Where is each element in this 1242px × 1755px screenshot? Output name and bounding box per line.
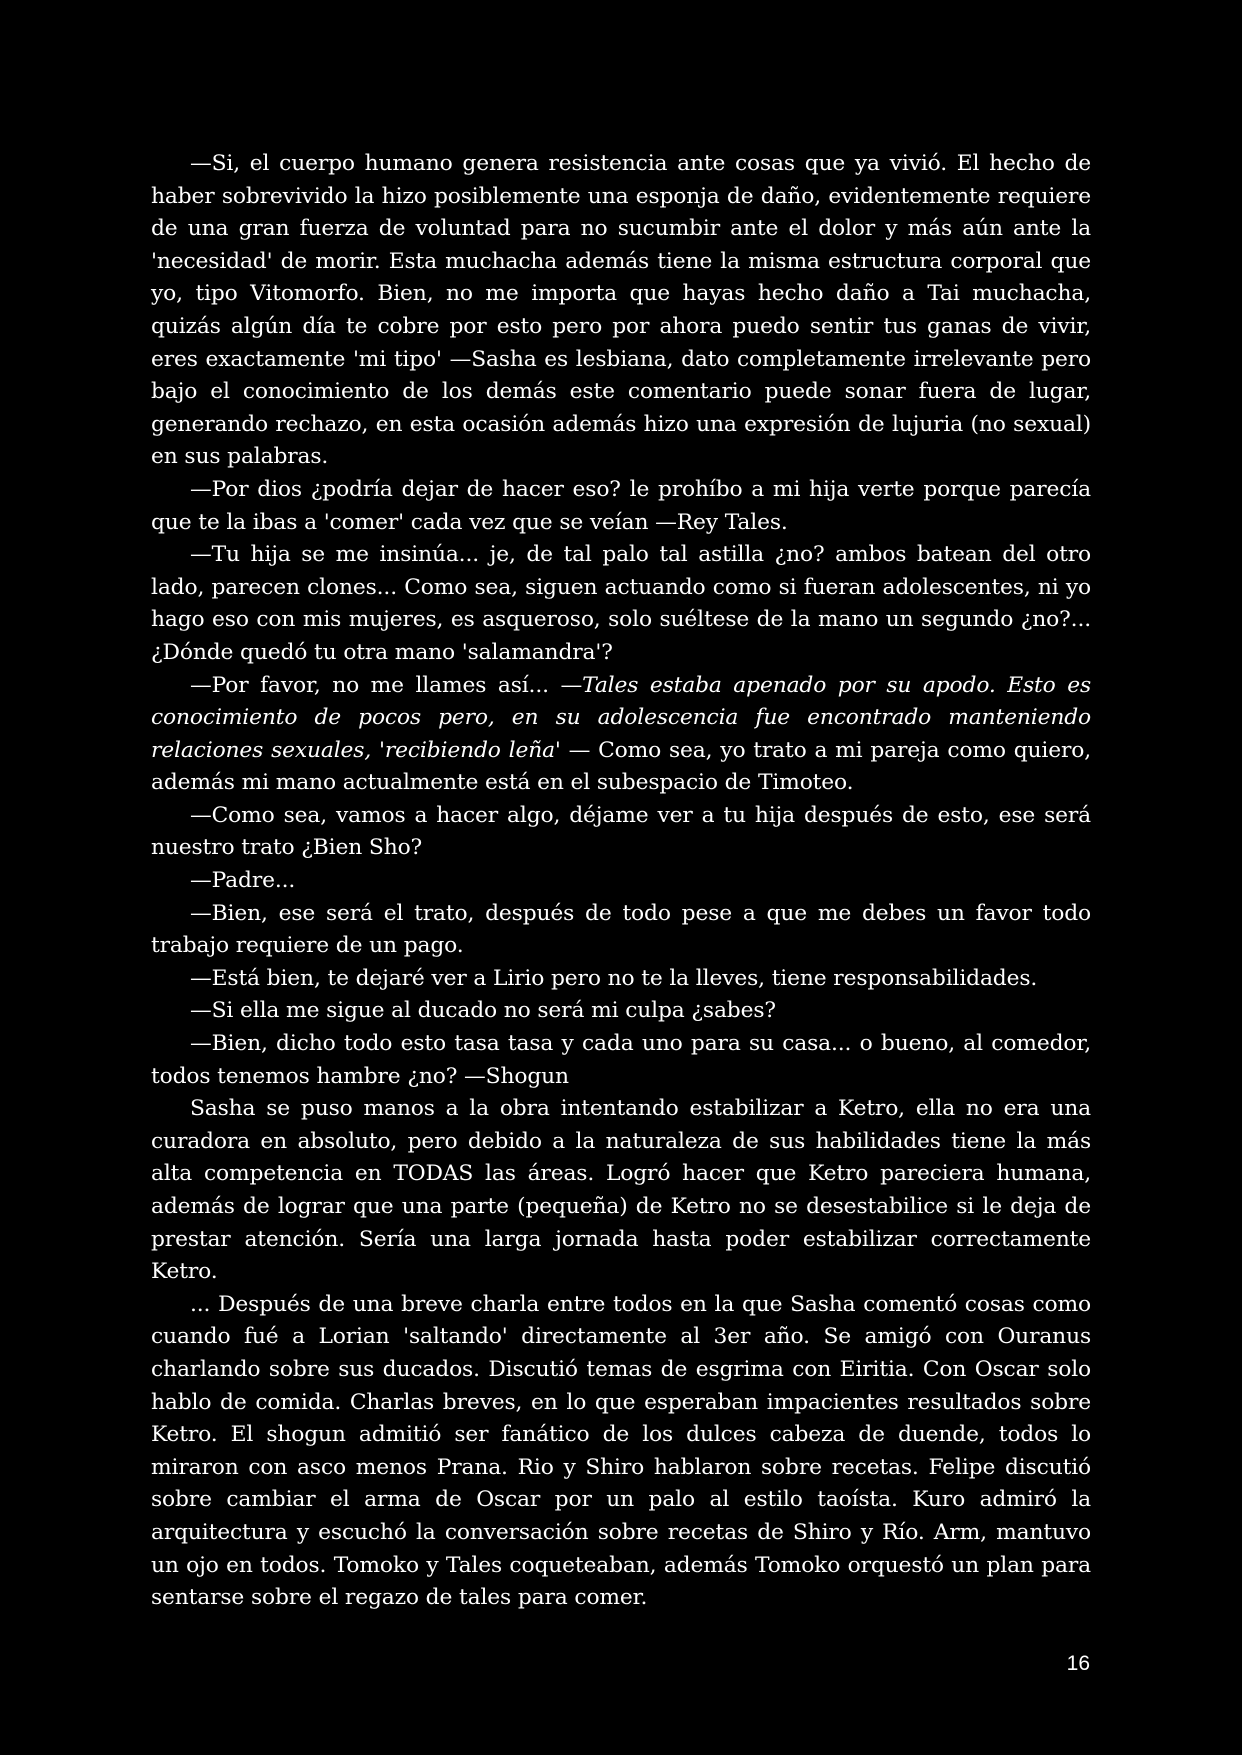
- page-number: 16: [1066, 1652, 1090, 1675]
- paragraph-7: [151, 898, 1091, 963]
- paragraph-4: [151, 670, 1091, 800]
- paragraph-2: [151, 474, 1091, 539]
- paragraph-4-text-a: —Por favor, no me llames así... —: [190, 672, 583, 698]
- paragraph-12-text: ... Después de una breve charla entre todos en la que Sasha comentó cosas como cuando fué a Lorian 'saltando' directamente al 3er año. Se amigó con Ouranus charlando sobre sus ducados. Discutió temas de esgrima con Eiritia. Con Oscar solo hablo de comida. Charlas breves, en lo que esperaban impacientes resultados sobre Ketro. El shogun admitió ser fanático de los dulces cabeza de duende, todos lo miraron con asco menos Prana. Rio y Shiro hablaron sobre recetas. Felipe discutió sobre cambiar el arma de Oscar por un palo al estilo taoísta. Kuro admiró la arquitectura y escuchó la conversación sobre recetas de Shiro y Río. Arm, mantuvo un ojo en todos. Tomoko y Tales coqueteaban, además Tomoko orquestó un plan para sentarse sobre el regazo de tales para comer.: [151, 1291, 1091, 1611]
- paragraph-4-text-b: — Como sea, yo trato a mi pareja como quiero, además mi mano actualmente está en el subespacio de Timoteo.: [151, 737, 1092, 796]
- paragraph-3-text: —Tu hija se me insinúa... je, de tal palo tal astilla ¿no? ambos batean del otro lado, parecen clones... Como sea, siguen actuando como si fueran adolescentes, ni yo hago eso con mis mujeres, es asqueroso, solo suéltese de la mano un segundo ¿no?... ¿Dónde quedó tu otra mano 'salamandra'?: [151, 542, 1091, 665]
- paragraph-6: [151, 865, 1091, 898]
- body-text: [151, 148, 1091, 1615]
- paragraph-10-text: —Bien, dicho todo esto tasa tasa y cada uno para su casa... o bueno, al comedor, todos tenemos hambre ¿no? —Shogun: [151, 1031, 1091, 1089]
- paragraph-12: [151, 1289, 1091, 1615]
- paragraph-4-italic-narration: Tales estaba apenado por su apodo. Esto es conocimiento de pocos pero, en su adolescencia fue encontrado manteniendo relaciones sexuales, 'recibiendo leña': [151, 672, 1091, 763]
- paragraph-9: [151, 995, 1091, 1028]
- paragraph-1: [151, 148, 1091, 474]
- paragraph-5-text: —Como sea, vamos a hacer algo, déjame ver a tu hija después de esto, ese será nuestro trato ¿Bien Sho?: [151, 802, 1091, 861]
- paragraph-11: [151, 1093, 1091, 1289]
- paragraph-2-text: —Por dios ¿podría dejar de hacer eso? le prohíbo a mi hija verte porque parecía que te la ibas a 'comer' cada vez que se veían —Rey Tales.: [151, 476, 1091, 535]
- paragraph-8-text: —Está bien, te dejaré ver a Lirio pero no te la lleves, tiene responsabilidades.: [190, 965, 1038, 991]
- paragraph-11-text: Sasha se puso manos a la obra intentando estabilizar a Ketro, ella no era una curadora en absoluto, pero debido a la naturaleza de sus habilidades tiene la más alta competencia en TODAS las áreas. Logró hacer que Ketro pareciera humana, además de lograr que una parte (pequeña) de Ketro no se desestabilice si le deja de prestar atención. Sería una larga jornada hasta poder estabilizar correctamente Ketro.: [151, 1096, 1091, 1285]
- paragraph-6-text: —Padre...: [190, 868, 296, 894]
- paragraph-8: [151, 963, 1091, 996]
- paragraph-9-text: —Si ella me sigue al ducado no será mi culpa ¿sabes?: [190, 998, 776, 1024]
- paragraph-3: [151, 539, 1091, 669]
- paragraph-1-text: —Si, el cuerpo humano genera resistencia ante cosas que ya vivió. El hecho de haber sobrevivido la hizo posiblemente una esponja de daño, evidentemente requiere de una gran fuerza de voluntad para no sucumbir ante el dolor y más aún ante la 'necesidad' de morir. Esta muchacha además tiene la misma estructura corporal que yo, tipo Vitomorfo. Bien, no me importa que hayas hecho daño a Tai muchacha, quizás algún día te cobre por esto pero por ahora puedo sentir tus ganas de vivir, eres exactamente 'mi tipo' —Sasha es lesbiana, dato completamente irrelevante pero bajo el conocimiento de los demás este comentario puede sonar fuera de lugar, generando rechazo, en esta ocasión además hizo una expresión de lujuria (no sexual) en sus palabras.: [151, 151, 1091, 470]
- paragraph-5: [151, 800, 1091, 865]
- paragraph-7-text: —Bien, ese será el trato, después de todo pese a que me debes un favor todo trabajo requiere de un pago.: [151, 900, 1091, 959]
- paragraph-10: [151, 1028, 1091, 1093]
